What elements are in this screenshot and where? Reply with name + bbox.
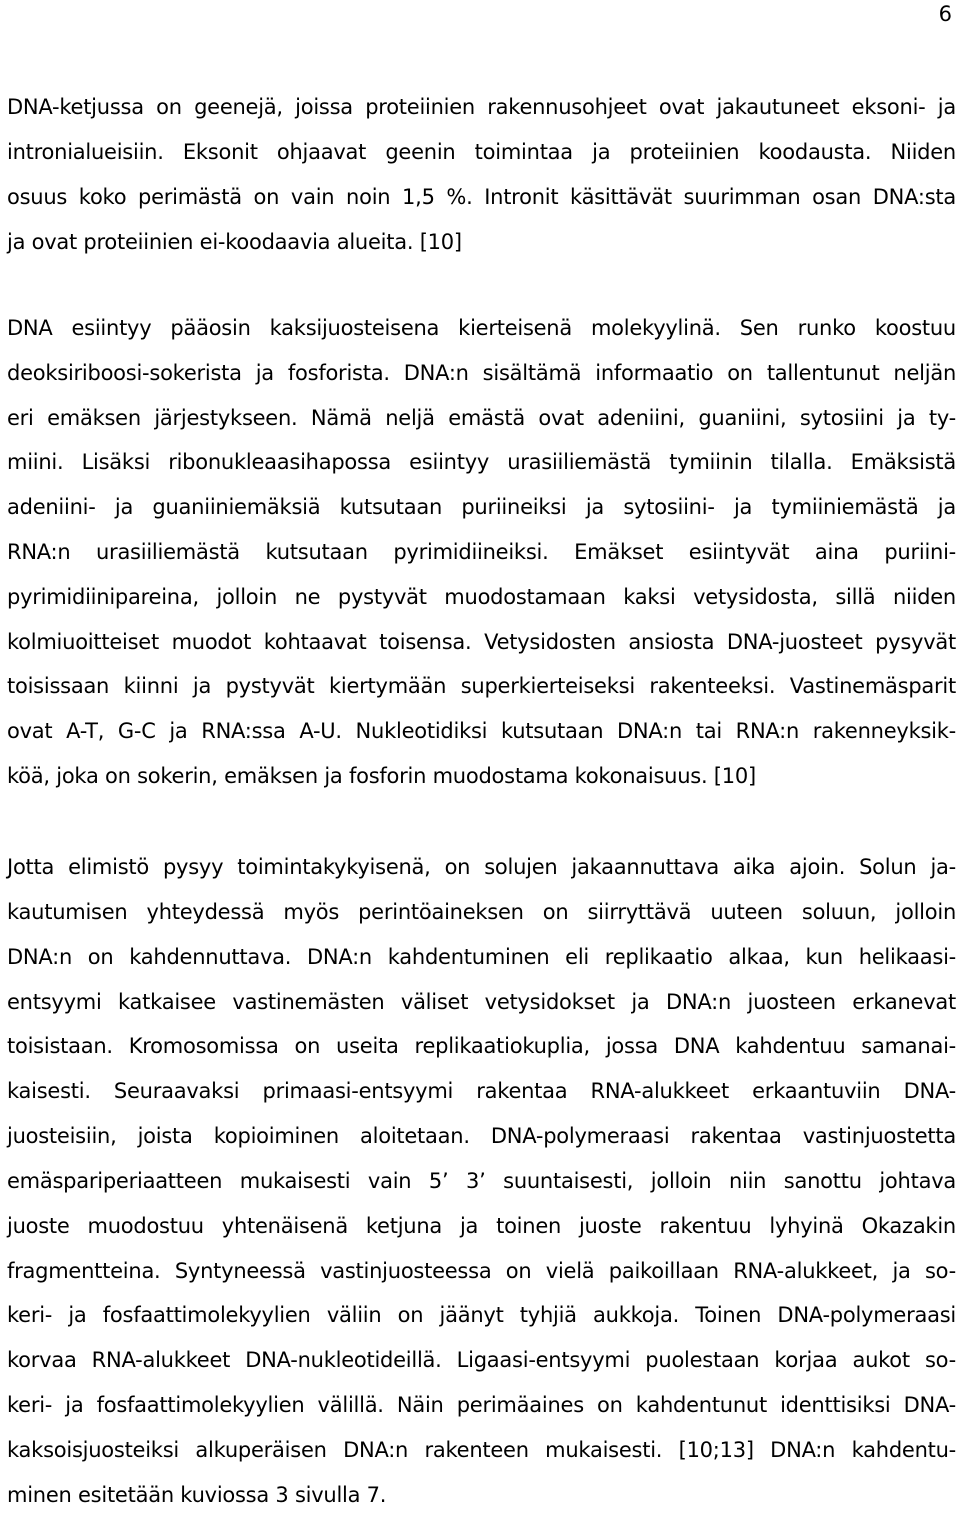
text-line: juosteisiin, joista kopioiminen aloitetaan. DNA-polymeraasi rakentaa vastinjuostetta (7, 1124, 956, 1149)
text-line: minen esitetään kuviossa 3 sivulla 7. (7, 1482, 387, 1507)
text-line: kaksoisjuosteiksi alkuperäisen DNA:n rakenteen mukaisesti. [10;13] DNA:n kahdentu- (7, 1437, 956, 1462)
text-line: ja ovat proteiinien ei-koodaavia alueita. [10] (7, 230, 462, 254)
text-line: toisissaan kiinni ja pystyvät kiertymään superkierteiseksi rakenteeksi. Vastinemäsparit (7, 674, 956, 699)
text-line: keri- ja fosfaattimolekyylien välillä. Näin perimäaines on kahdentunut identtisiksi DNA- (7, 1393, 956, 1418)
text-line: osuus koko perimästä on vain noin 1,5 %. Intronit käsittävät suurimman osan DNA:sta (7, 185, 956, 209)
text-line: Jotta elimistö pysyy toimintakykyisenä, on solujen jakaannuttava aika ajoin. Solun ja- (7, 855, 956, 879)
text-line: fragmentteina. Syntyneessä vastinjuosteessa on vielä paikoillaan RNA-alukkeet, ja so- (7, 1258, 956, 1283)
text-line: kautumisen yhteydessä myös perintöaineksen on siirryttävä uuteen soluun, jolloin (7, 899, 956, 924)
text-line: emäspariperiaatteen mukaisesti vain 5’ 3’ suuntaisesti, jolloin niin sanottu johtava (7, 1168, 956, 1193)
text-line: adeniini- ja guaniiniemäksiä kutsutaan puriineiksi ja sytosiini- ja tymiiniemästä ja (7, 495, 956, 520)
paragraph-dna-replication (7, 845, 956, 1518)
text-line: kaisesti. Seuraavaksi primaasi-entsyymi rakentaa RNA-alukkeet erkaantuviin DNA- (7, 1079, 956, 1104)
page-number: 6 (938, 2, 952, 26)
text-line: miini. Lisäksi ribonukleaasihapossa esiintyy urasiiliemästä tymiinin tilalla. Emäksistä (7, 450, 956, 475)
paragraph-dna-structure (7, 306, 956, 799)
text-line: köä, joka on sokerin, emäksen ja fosforin muodostama kokonaisuus. [10] (7, 763, 756, 788)
text-line: toisistaan. Kromosomissa on useita replikaatiokuplia, jossa DNA kahdentuu samanai- (7, 1034, 956, 1059)
text-line: DNA esiintyy pääosin kaksijuosteisena kierteisenä molekyylinä. Sen runko koostuu (7, 316, 956, 340)
paragraph-introns-exons (7, 85, 956, 265)
text-line: pyrimidiinipareina, jolloin ne pystyvät muodostamaan kaksi vetysidosta, sillä niiden (7, 584, 956, 609)
text-line: juoste muodostuu yhtenäisenä ketjuna ja toinen juoste rakentuu lyhyinä Okazakin (7, 1213, 956, 1238)
text-line: korvaa RNA-alukkeet DNA-nukleotideillä. Ligaasi-entsyymi puolestaan korjaa aukot so- (7, 1348, 956, 1373)
text-line: ovat A-T, G-C ja RNA:ssa A-U. Nukleotidiksi kutsutaan DNA:n tai RNA:n rakenneyksik- (7, 719, 956, 744)
text-line: intronialueisiin. Eksonit ohjaavat geenin toimintaa ja proteiinien koodausta. Niiden (7, 140, 956, 164)
text-line: DNA:n on kahdennuttava. DNA:n kahdentuminen eli replikaatio alkaa, kun helikaasi- (7, 944, 956, 969)
text-line: keri- ja fosfaattimolekyylien väliin on jäänyt tyhjiä aukkoja. Toinen DNA-polymeraasi (7, 1303, 956, 1328)
text-line: entsyymi katkaisee vastinemästen väliset vetysidokset ja DNA:n juosteen erkanevat (7, 989, 956, 1014)
text-line: RNA:n urasiiliemästä kutsutaan pyrimidiineiksi. Emäkset esiintyvät aina puriini- (7, 539, 956, 564)
text-line: eri emäksen järjestykseen. Nämä neljä emästä ovat adeniini, guaniini, sytosiini ja ty- (7, 405, 956, 430)
text-line: kolmiuoitteiset muodot kohtaavat toisensa. Vetysidosten ansiosta DNA-juosteet pysyvät (7, 629, 956, 654)
text-line: DNA-ketjussa on geenejä, joissa proteiinien rakennusohjeet ovat jakautuneet eksoni- ja (7, 95, 956, 119)
text-line: deoksiriboosi-sokerista ja fosforista. DNA:n sisältämä informaatio on tallentunut neljän (7, 360, 956, 385)
